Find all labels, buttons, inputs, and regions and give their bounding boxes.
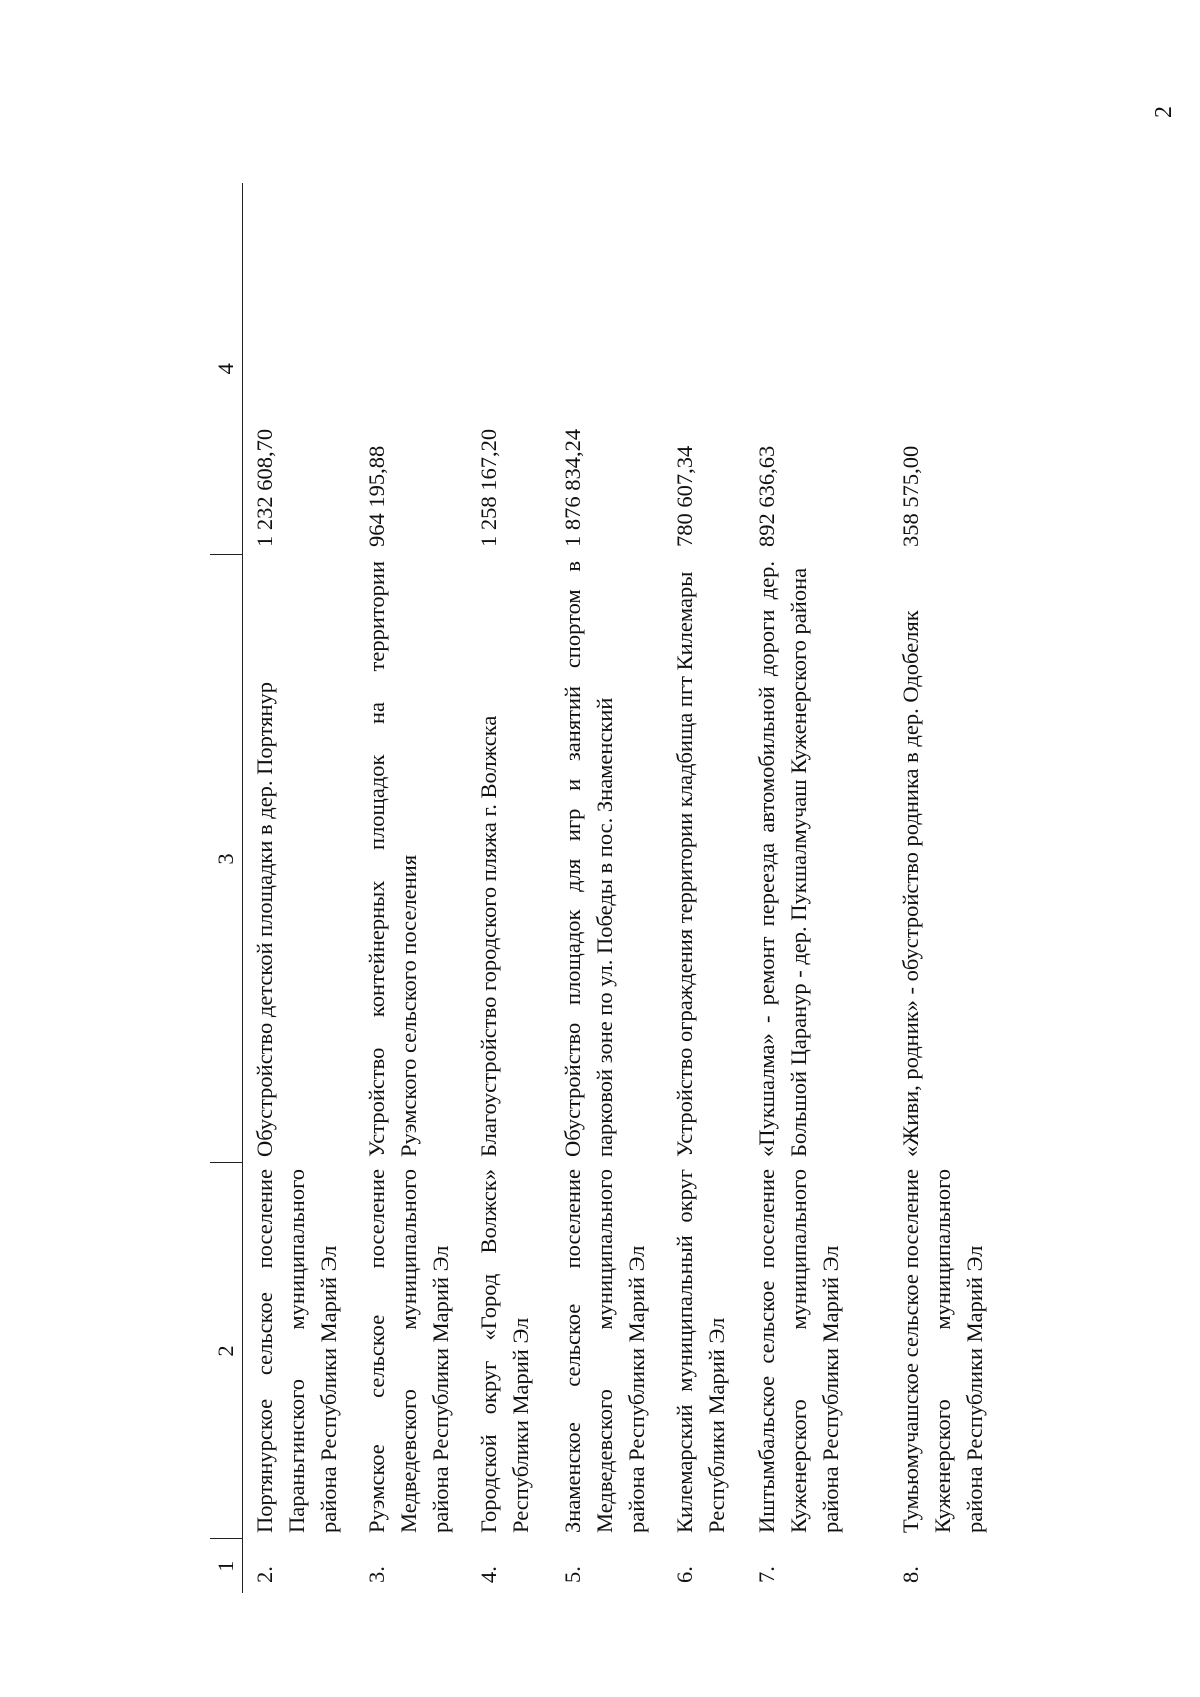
table-row [357, 183, 469, 1593]
page-number: 2 [1151, 106, 1177, 118]
table-row [891, 183, 1025, 1593]
row-number: 4. [476, 1566, 501, 1583]
municipality-cell: Килемарский муниципальный округ Республики Марий Эл [672, 1169, 729, 1533]
column-header-2: 2 [210, 1163, 243, 1539]
table-row [469, 183, 553, 1593]
project-cell: «Живи, родник» - обустройство родника в дер. Одобеляк [898, 610, 923, 1157]
project-cell: Устройство контейнерных площадок на территории Руэмского сельского поселения [364, 561, 421, 1157]
amount-cell: 1 232 608,70 [252, 428, 277, 547]
row-number: 2. [252, 1566, 277, 1583]
column-header-3: 3 [210, 555, 243, 1163]
row-number: 7. [754, 1566, 779, 1583]
table-row [243, 183, 358, 1593]
project-cell: Устройство ограждения территории кладбища пгт Килемары [672, 571, 697, 1157]
amount-cell: 964 195,88 [364, 445, 389, 547]
column-header-1: 1 [210, 1539, 243, 1593]
project-cell: «Пукшалма» - ремонт переезда автомобильной дороги дер. Большой Царанур - дер. Пукшалмучаш Куженерского района [754, 561, 811, 1157]
amount-cell: 1 258 167,20 [476, 428, 501, 547]
amount-cell: 1 876 834,24 [560, 428, 585, 547]
amount-cell: 892 636,63 [754, 445, 779, 547]
amount-cell: 780 607,34 [672, 445, 697, 547]
table-row [665, 183, 747, 1593]
amount-cell: 358 575,00 [898, 445, 923, 547]
project-cell: Обустройство детской площадки в дер. Портянур [252, 681, 277, 1157]
row-number: 3. [364, 1566, 389, 1583]
municipality-cell: Иштымбальское сельское поселение Куженерского муниципального района Республики Марий Эл [754, 1169, 843, 1533]
municipality-cell: Руэмское сельское поселение Медведевского муниципального района Республики Марий Эл [364, 1169, 453, 1533]
allocation-table [210, 183, 1025, 1593]
table-header-row [210, 183, 243, 1593]
municipality-cell: Городской округ «Город Волжск» Республики Марий Эл [476, 1169, 533, 1533]
table-row [553, 183, 665, 1593]
project-cell: Обустройство площадок для игр и занятий спортом в парковой зоне по ул. Победы в пос. Знаменский [560, 561, 617, 1157]
municipality-cell: Тумьюмучашское сельское поселение Куженерского муниципального района Республики Марий Эл [898, 1169, 987, 1533]
row-number: 8. [898, 1566, 923, 1583]
document-table-container [210, 183, 1000, 1593]
municipality-cell: Знаменское сельское поселение Медведевского муниципального района Республики Марий Эл [560, 1169, 649, 1533]
column-header-4: 4 [210, 183, 243, 555]
table-row [747, 183, 891, 1593]
row-number: 5. [560, 1566, 585, 1583]
row-number: 6. [672, 1566, 697, 1583]
project-cell: Благоустройство городского пляжа г. Волжска [476, 715, 501, 1157]
municipality-cell: Портянурское сельское поселение Параньгинского муниципального района Республики Марий Эл [252, 1169, 341, 1533]
